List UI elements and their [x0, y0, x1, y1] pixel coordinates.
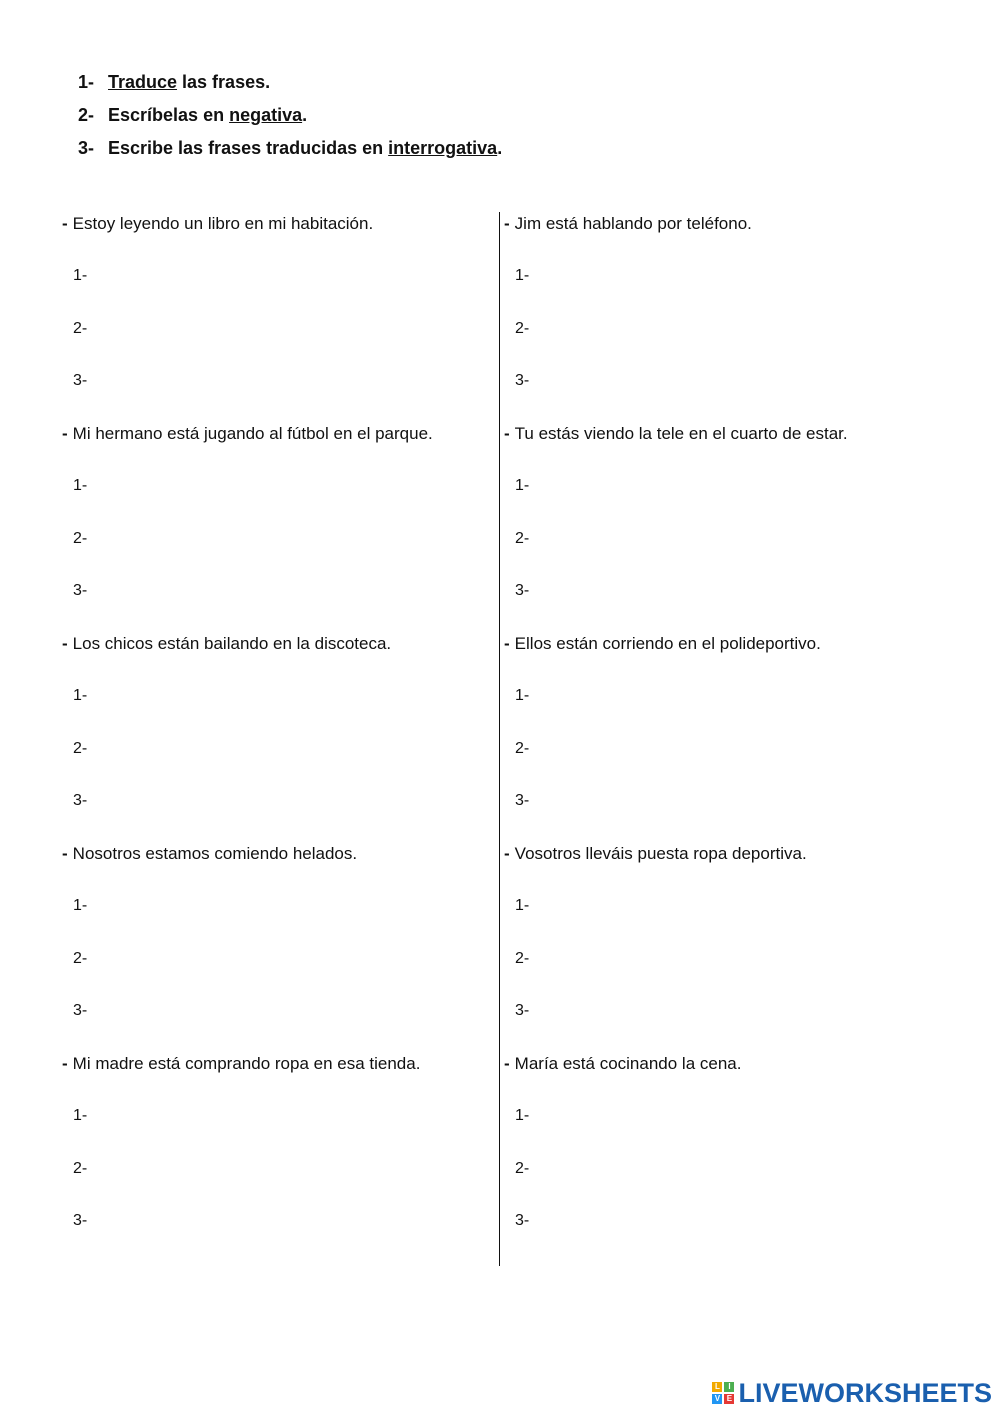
answer-line-3[interactable]: 3-	[73, 372, 88, 390]
sentence-dash: -	[62, 424, 68, 443]
exercise-sentence	[504, 630, 974, 682]
exercise-sentence	[504, 1050, 974, 1102]
sentence-dash: -	[504, 214, 510, 233]
answer-line-1[interactable]: 1-	[73, 267, 88, 284]
right-exercise-4	[504, 840, 974, 1050]
exercise-sentence	[62, 420, 492, 472]
sentence-dash: -	[62, 1054, 68, 1073]
left-exercise-5	[62, 1050, 492, 1260]
exercise-sentence	[62, 210, 492, 262]
instruction-number: 3-	[78, 138, 95, 158]
sentence-dash: -	[504, 424, 510, 443]
answer-line-2[interactable]: 2-	[73, 529, 88, 547]
left-exercise-1	[62, 210, 492, 420]
answer-line-2[interactable]: 2-	[73, 739, 88, 757]
liveworksheets-logo	[712, 1376, 992, 1410]
sentence-dash: -	[504, 1054, 510, 1073]
right-exercise-1	[504, 210, 974, 420]
answer-line-1[interactable]: 1-	[73, 687, 88, 704]
exercise-sentence	[504, 840, 974, 892]
instruction-keyword: Traduce	[108, 72, 178, 92]
answer-line-3[interactable]: 3-	[515, 792, 530, 810]
sentence-text: Nosotros estamos comiendo helados.	[72, 844, 358, 863]
sentence-dash: -	[62, 634, 68, 653]
column-divider	[499, 212, 500, 1266]
exercise-sentence	[504, 210, 974, 262]
sentence-text: Los chicos están bailando en la discoteca.	[72, 634, 392, 653]
answer-line-2[interactable]: 2-	[515, 1159, 530, 1177]
instruction-2: 2- Escríbelas en negativa.	[78, 101, 502, 134]
answer-line-1[interactable]: 1-	[515, 267, 530, 284]
answer-line-2[interactable]: 2-	[515, 949, 530, 967]
right-exercise-2	[504, 420, 974, 630]
sentence-dash: -	[62, 844, 68, 863]
sentence-dash: -	[504, 844, 510, 863]
exercise-sentence	[62, 1050, 492, 1102]
instruction-number: 1-	[78, 72, 95, 92]
sentence-text: María está cocinando la cena.	[514, 1054, 742, 1073]
answer-line-1[interactable]: 1-	[73, 477, 88, 494]
answer-line-2[interactable]: 2-	[73, 949, 88, 967]
right-exercise-3	[504, 630, 974, 840]
answer-line-1[interactable]: 1-	[73, 1107, 88, 1124]
instruction-keyword: negativa	[229, 105, 303, 125]
sentence-dash: -	[504, 634, 510, 653]
sentence-text: Mi madre está comprando ropa en esa tienda.	[72, 1054, 421, 1073]
sentence-text: Jim está hablando por teléfono.	[514, 214, 752, 233]
answer-line-3[interactable]: 3-	[515, 1002, 530, 1020]
answer-line-3[interactable]: 3-	[73, 1212, 88, 1230]
logo-mark-tile: V	[712, 1394, 722, 1404]
answer-line-2[interactable]: 2-	[515, 319, 530, 337]
sentence-text: Ellos están corriendo en el polideportivo.	[514, 634, 821, 653]
answer-line-3[interactable]: 3-	[73, 792, 88, 810]
answer-line-2[interactable]: 2-	[515, 529, 530, 547]
right-exercise-5	[504, 1050, 974, 1260]
answer-line-3[interactable]: 3-	[73, 582, 88, 600]
exercise-sentence	[62, 630, 492, 682]
answer-line-2[interactable]: 2-	[73, 319, 88, 337]
answer-line-3[interactable]: 3-	[515, 372, 530, 390]
instruction-number: 2-	[78, 105, 95, 125]
answer-line-3[interactable]: 3-	[73, 1002, 88, 1020]
answer-line-3[interactable]: 3-	[515, 582, 530, 600]
sentence-text: Estoy leyendo un libro en mi habitación.	[72, 214, 374, 233]
answer-line-2[interactable]: 2-	[515, 739, 530, 757]
logo-mark-icon	[712, 1382, 734, 1404]
logo-text: LIVEWORKSHEETS	[738, 1377, 992, 1408]
exercise-sentence	[62, 840, 492, 892]
answer-line-2[interactable]: 2-	[73, 1159, 88, 1177]
logo-mark-tile: L	[712, 1382, 722, 1392]
sentence-text: Tu estás viendo la tele en el cuarto de estar.	[514, 424, 848, 443]
instruction-1: 1- Traduce las frases.	[78, 68, 502, 101]
sentence-text: Vosotros lleváis puesta ropa deportiva.	[514, 844, 807, 863]
sentence-dash: -	[62, 214, 68, 233]
answer-line-1[interactable]: 1-	[515, 897, 530, 914]
left-column	[62, 210, 492, 1260]
instructions-list	[78, 68, 502, 167]
left-exercise-3	[62, 630, 492, 840]
logo-mark-tile: I	[724, 1382, 734, 1392]
answer-line-3[interactable]: 3-	[515, 1212, 530, 1230]
sentence-text: Mi hermano está jugando al fútbol en el parque.	[72, 424, 433, 443]
right-column	[504, 210, 974, 1260]
logo-mark-tile: E	[724, 1394, 734, 1404]
exercise-sentence	[504, 420, 974, 472]
answer-line-1[interactable]: 1-	[515, 477, 530, 494]
answer-line-1[interactable]: 1-	[515, 1107, 530, 1124]
instruction-keyword: interrogativa	[388, 138, 498, 158]
instruction-3: 3- Escribe las frases traducidas en interrogativa.	[78, 134, 502, 167]
answer-line-1[interactable]: 1-	[73, 897, 88, 914]
answer-line-1[interactable]: 1-	[515, 687, 530, 704]
left-exercise-4	[62, 840, 492, 1050]
left-exercise-2	[62, 420, 492, 630]
